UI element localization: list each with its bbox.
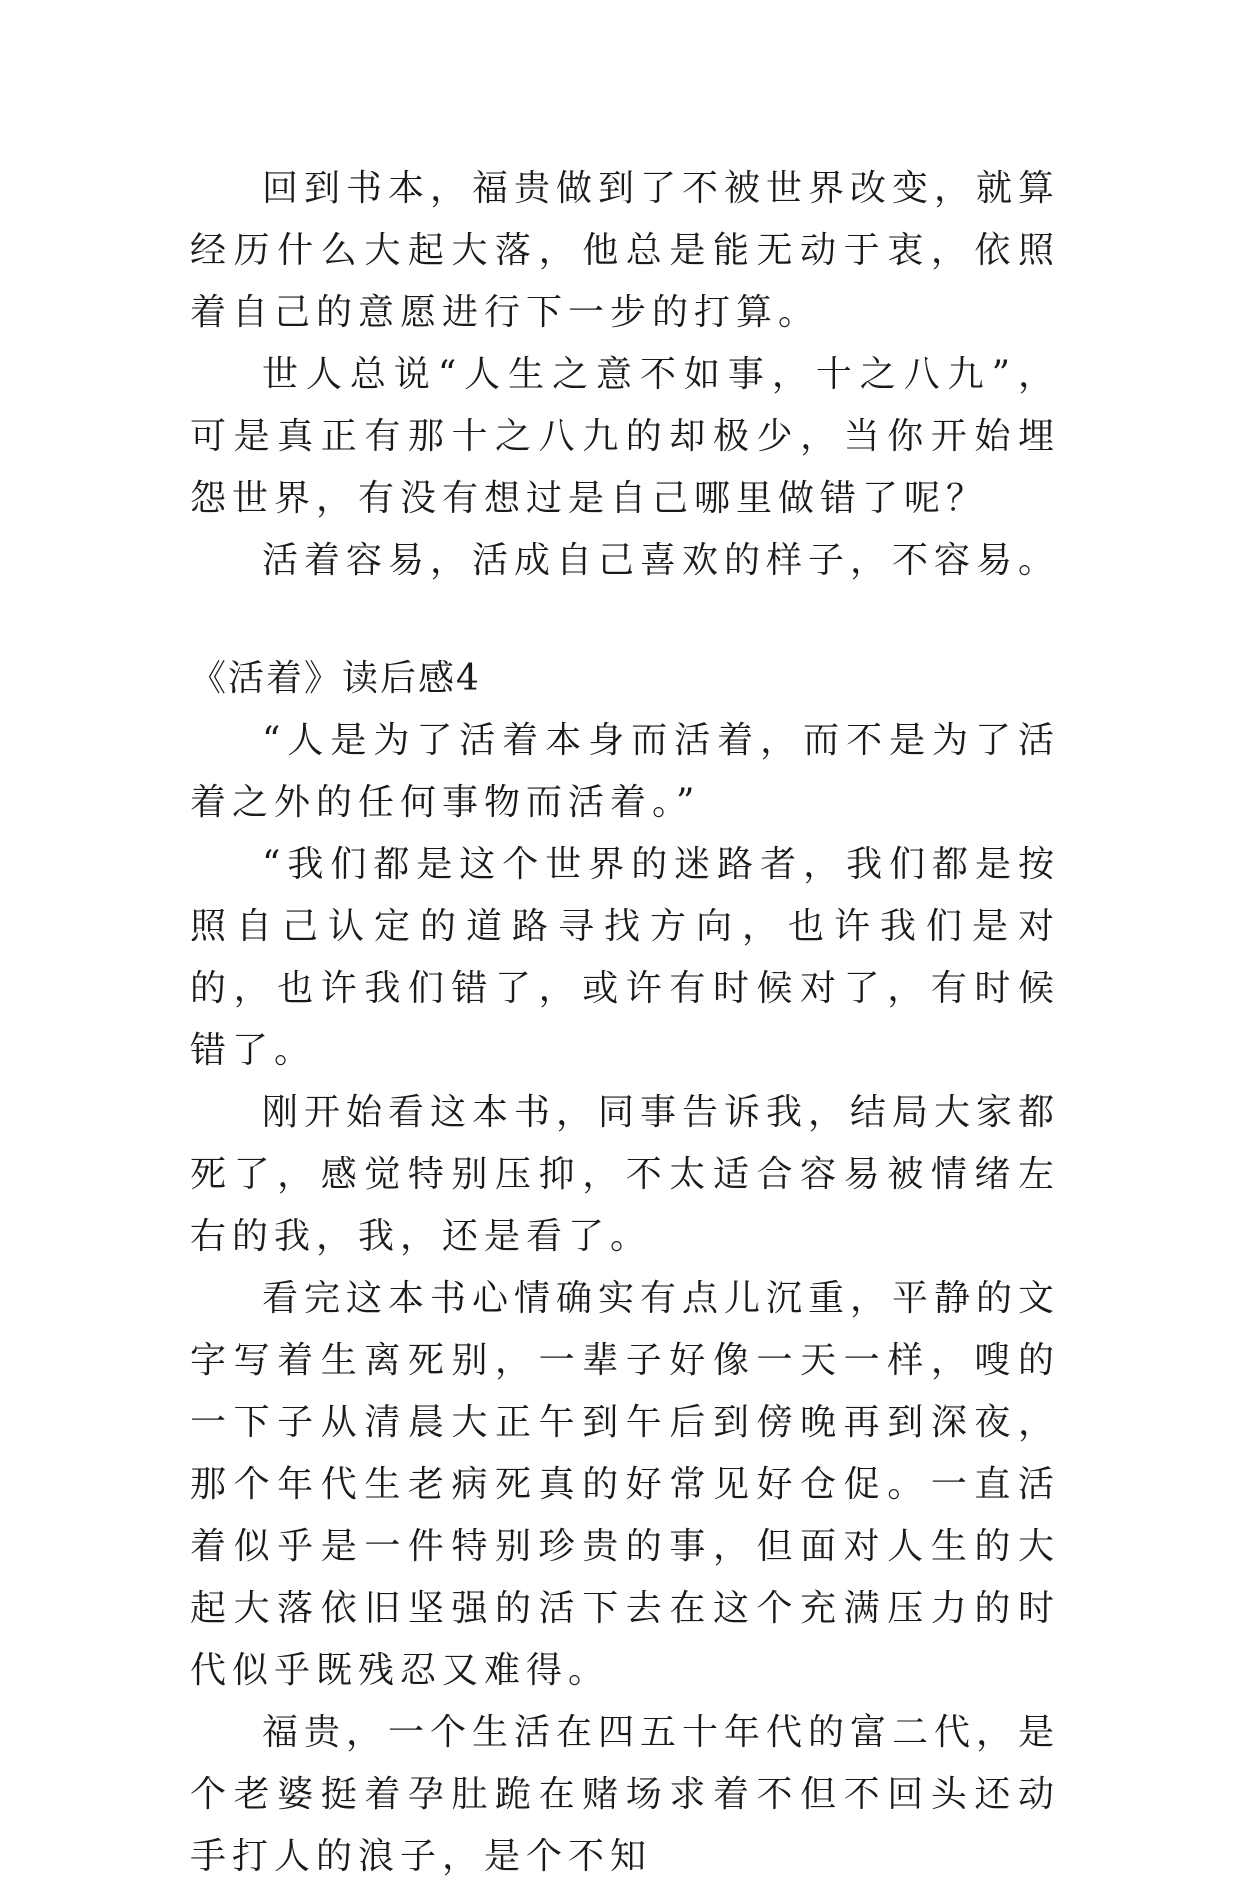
paragraph-8: 福贵，一个生活在四五十年代的富二代，是个老婆挺着孕肚跪在赌场求着不但不回头还动手打人的浪子，是个不知	[190, 1712, 1061, 1877]
paragraph-7: 看完这本书心情确实有点儿沉重，平静的文字写着生离死别，一辈子好像一天一样，嗖的一下子从清晨大正午到午后到傍晚再到深夜，那个年代生老病死真的好常见好仓促。一直活着似乎是一件特别珍贵的事，但面对人生的大起大落依旧坚强的活下去在这个充满压力的时代似乎既残忍又难得。	[190, 1278, 1061, 1691]
paragraph-3: 活着容易，活成自己喜欢的样子，不容易。	[262, 540, 1061, 581]
paragraph-6: 刚开始看这本书，同事告诉我，结局大家都死了，感觉特别压抑，不太适合容易被情绪左右的我，我，还是看了。	[190, 1092, 1061, 1257]
paragraph-1: 回到书本，福贵做到了不被世界改变，就算经历什么大起大落，他总是能无动于衷，依照着自己的意愿进行下一步的打算。	[190, 168, 1061, 333]
section-title: 《活着》读后感4	[190, 658, 481, 699]
paragraph-5: “我们都是这个世界的迷路者，我们都是按照自己认定的道路寻找方向，也许我们是对的，也许我们错了，或许有时候对了，有时候错了。	[190, 844, 1060, 1071]
section-spacer	[190, 592, 1060, 648]
document-page	[190, 158, 1060, 1888]
paragraph-2: 世人总说“人生之意不如事，十之八九”，可是真正有那十之八九的却极少，当你开始埋怨世界，有没有想过是自己哪里做错了呢？	[190, 354, 1060, 519]
paragraph-4: “人是为了活着本身而活着，而不是为了活着之外的任何事物而活着。”	[190, 720, 1060, 823]
